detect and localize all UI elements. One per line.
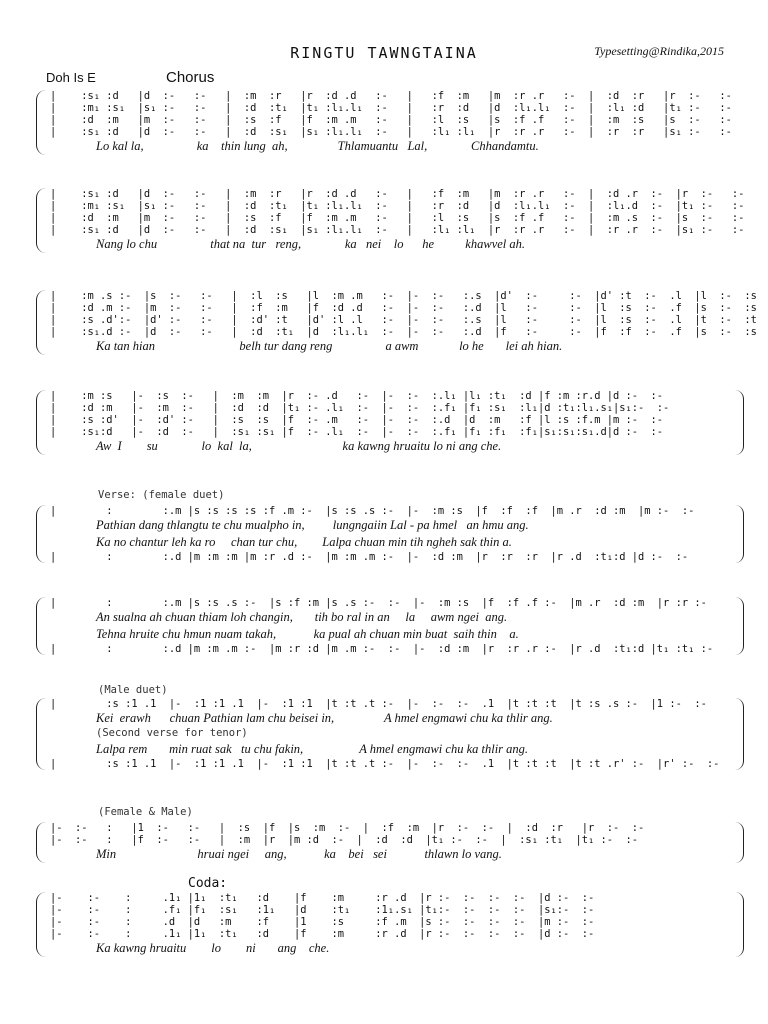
lyric-line-verse-1: Pathian dang thlangtu te chu mualpho in, lungngaiin Lal - pa hmel an hmu ang. [96,518,529,532]
lyric-line: Ka kawng hruaitu lo ni ang che. [96,941,330,955]
alto-line: | :m₁ :s₁ |s₁ :- :- | :d :t₁ |t₁ :l₁.l₁ :- | :r :d |d :l₁.l₁ :- | :l₁.d :- |t₁ :- :- [50,200,745,212]
lyric-line: Aw I su lo kal la, ka kawng hruaitu lo ni ang che. [96,439,502,453]
song-title: RINGTU TAWNGTAINA [290,44,478,62]
verse-system-2 [36,597,736,655]
soprano-line: | :s₁ :d |d :- :- | :m :r |r :d .d :- | :f :m |m :r .r :- | :d :r |r :- :- [50,90,732,102]
lyric-line-verse-2: Ka no chantur leh ka ro chan tur chu, Lalpa chuan min tih ngheh sak thin a. [96,535,512,549]
alto-line: | :d :m |- :m :- | :d :d |t₁ :- .l₁ :- |- :- :.f₁ |f₁ :s₁ :l₁|d :t₁:l₁.s₁|s₁:- :- [50,402,670,414]
tenor-line: | :d :m |m :- :- | :s :f |f :m .m :- | :l :s |s :f .f :- | :m .s :- |s :- :- [50,212,745,224]
upper-voice-line: |- :- : |1 :- :- | :s |f |s :m :- | :f :m |r :- :- | :d :r |r :- :- [50,822,645,834]
chorus-system-2 [36,188,745,253]
system-end-brace [735,597,744,655]
lower-voice-line: | : :.d |m :m :m |m :r .d :- |m :m .m :- |- :d :m |r :r :r |r .d :t₁:d |d :- :- [50,551,689,563]
lyric-line-verse-1: An sualna ah chuan thiam loh changin, tih bo ral in an la awm ngei ang. [96,610,508,624]
tenor-line: | :s :d' |- :d' :- | :s :s |f :- .m :- |- :- :.d |d :m :f |l :s :f.m |m :- :- [50,414,664,426]
verse-system-1 [36,505,736,563]
lyric-line: Nang lo chu that na tur reng, ka nei lo he khawvel ah. [96,237,526,251]
typesetting-credit: Typesetting@Rindika,2015 [594,44,724,58]
alto-line: | :m₁ :s₁ |s₁ :- :- | :d :t₁ |t₁ :l₁.l₁ :- | :r :d |d :l₁.l₁ :- | :l₁ :d |t₁ :- :- [50,102,732,114]
tenor-line: | :s .d':- |d' :- :- | :d' :t |d' :l .l :- |- :- :.s |l :- :- |l :s :- .l |t :- :t [50,314,757,326]
alto-line: | :d .m :- |m :- :- | :f :m |f :d .d :- |- :- :.d |l :- :- |l :s :- .f |s :- :s [50,302,757,314]
bass-line: | :s₁ :d |d :- :- | :d :s₁ |s₁ :l₁.l₁ :- | :l₁ :l₁ |r :r .r :- | :r :r |s₁ :- :- [50,126,732,138]
soprano-line: | :m .s :- |s :- :- | :l :s |l :m .m :- |- :- :.s |d' :- :- |d' :t :- .l |l :- :s [50,290,757,302]
lyric-line: Min hruai ngei ang, ka bei sei thlawn lo vang. [96,847,502,861]
lyric-line: Ka tan hian belh tur dang reng a awm lo he lei ah hian. [96,339,563,353]
system-end-brace [735,892,744,957]
bass-line: | :s₁.d :- |d :- :- | :d :t₁ |d :l₁.l₁ :- |- :- :.d |f :- :- |f :f :- .f |s :- :s [50,326,757,338]
alto-line: |- :- : .f₁ |f₁ :s₁ :1₁ |d :t₁ :1₁.s₁ |t₁:- :- :- :- |s₁:- :- [50,904,595,916]
lower-voice-line: | :s :1 .1 |- :1 :1 .1 |- :1 :1 |t :t .t :- |- :- :- .1 |t :t :t |t :t .r' :- |r' :- :- [50,758,720,770]
chorus-system-1 [36,90,736,155]
lyric-line-verse-2: Tehna hruite chu hmun nuam takah, ka pual ah chuan min buat saih thin a. [96,627,519,641]
bass-line: | :s₁ :d |d :- :- | :d :s₁ |s₁ :l₁.l₁ :- | :l₁ :l₁ |r :r .r :- | :r .r :- |s₁ :- :- [50,224,745,236]
lyric-line-verse-2: Lalpa rem min ruat sak tu chu fakin, A hmel engmawi chu ka thlir ang. [96,742,529,756]
upper-voice-line: | :s :1 .1 |- :1 :1 .1 |- :1 :1 |t :t .t :- |- :- :- .1 |t :t :t |t :s .s :- |1 :- :- [50,698,707,710]
system-end-brace [735,822,744,863]
female-male-system [36,822,736,863]
system-end-brace [735,390,744,455]
lower-voice-line: |- :- : |f :- :- | :m |r |m :d :- | :d :d |t₁ :- :- | :s₁ :t₁ |t₁ :- :- [50,834,639,846]
upper-voice-line: | : :.m |s :s .s :- |s :f :m |s .s :- :- |- :m :s |f :f .f :- |m .r :d :m |r :r :- [50,597,707,609]
lower-voice-line: | : :.d |m :m .m :- |m :r :d |m .m :- :- |- :d :m |r :r .r :- |r .d :t₁:d |t₁ :t₁ :- [50,643,714,655]
chorus-label: Chorus [166,69,215,86]
chorus-system-3 [36,290,757,355]
key-signature: Doh Is E [46,70,96,85]
soprano-line: | :s₁ :d |d :- :- | :m :r |r :d .d :- | :f :m |m :r .r :- | :d .r :- |r :- :- [50,188,745,200]
tenor-line: | :d :m |m :- :- | :s :f |f :m .m :- | :l :s |s :f .f :- | :m :s |s :- :- [50,114,732,126]
soprano-line: |- :- : .1₁ |1₁ :t₁ :d |f :m :r .d |r :- :- :- :- |d :- :- [50,892,595,904]
coda-system [36,892,736,957]
tenor-verse-label: (Second verse for tenor) [96,727,248,739]
upper-voice-line: | : :.m |s :s :s :s :f .m :- |s :s .s :- |- :m :s |f :f :f |m .r :d :m |m :- :- [50,505,695,517]
system-end-brace [735,505,744,563]
male-duet-label: (Male duet) [98,684,168,696]
male-duet-system [36,698,736,770]
lyric-line: Lo kal la, ka thin lung ah, Thlamuantu Lal, Chhandamtu. [96,139,539,153]
soprano-line: | :m :s |- :s :- | :m :m |r :- .d :- |- :- :.l₁ |l₁ :t₁ :d |f :m :r.d |d :- :- [50,390,664,402]
verse-label: Verse: (female duet) [98,489,225,501]
bass-line: |- :- : .1₁ |1₁ :t₁ :d |f :m :r .d |r :- :- :- :- |d :- :- [50,928,595,940]
female-male-label: (Female & Male) [98,806,193,818]
coda-label: Coda: [188,876,228,891]
tenor-line: |- :- : .d |d :m :f |1 :s :f .m |s :- :- :- :- |m :- :- [50,916,595,928]
lyric-line-verse-1: Kei erawh chuan Pathian lam chu beisei in, A hmel engmawi chu ka thlir ang. [96,711,553,725]
chorus-system-4 [36,390,736,455]
bass-line: | :s₁:d |- :d :- | :s₁ :s₁ |f :- .l₁ :- |- :- :.f₁ |f₁ :f₁ :f₁|s₁:s₁:s₁.d|d :- :- [50,426,664,438]
